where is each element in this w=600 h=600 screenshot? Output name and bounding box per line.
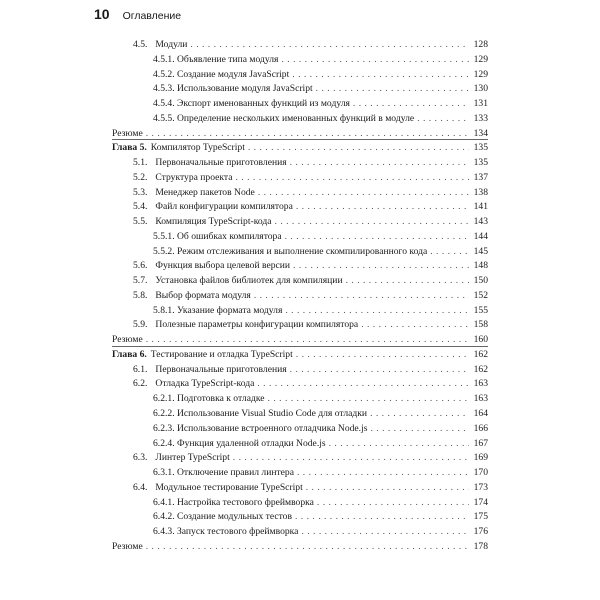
entry-number: 5.8. — [133, 289, 148, 301]
entry-title: 5.5.2. Режим отслеживания и выполнение скомпилированного кода — [153, 245, 428, 257]
dot-leader — [361, 317, 469, 332]
toc-entry[interactable] — [133, 450, 488, 465]
entry-page-number: 137 — [473, 171, 488, 183]
entry-title: 6.2.4. Функция удаленной отладки Node.js — [153, 437, 326, 449]
entry-page-number: 167 — [473, 437, 488, 449]
entry-number: 5.1. — [133, 157, 148, 169]
dot-leader — [316, 81, 469, 96]
entry-title: Резюме — [112, 127, 143, 139]
entry-page-number: 138 — [473, 186, 488, 198]
entry-title: 6.2.1. Подготовка к отладке — [153, 393, 265, 405]
toc-entry[interactable] — [133, 155, 488, 170]
entry-title: Резюме — [112, 334, 143, 346]
dot-leader — [146, 539, 469, 554]
entry-page-number: 163 — [473, 378, 488, 390]
dot-leader — [301, 524, 469, 539]
entry-title: 6.4.2. Создание модульных тестов — [153, 511, 292, 523]
entry-title: Тестирование и отладка TypeScript — [150, 348, 293, 360]
toc-entry[interactable] — [133, 273, 488, 288]
toc-entry[interactable] — [153, 436, 488, 451]
entry-title: 4.5.2. Создание модуля JavaScript — [153, 68, 290, 80]
toc-entry[interactable] — [133, 37, 488, 52]
entry-number: 5.5. — [133, 216, 148, 228]
toc-entry[interactable] — [133, 185, 488, 200]
entry-page-number: 131 — [473, 98, 488, 110]
entry-title: Установка файлов библиотек для компиляции — [155, 275, 343, 287]
dot-leader — [257, 376, 469, 391]
entry-title: 6.4.3. Запуск тестового фреймворка — [153, 526, 299, 538]
toc-entry[interactable] — [133, 214, 488, 229]
entry-page-number: 145 — [473, 245, 488, 257]
entry-page-number: 128 — [473, 39, 488, 50]
dot-leader — [295, 509, 469, 524]
entry-page-number: 133 — [473, 112, 488, 124]
entry-page-number: 166 — [473, 422, 488, 434]
entry-title: Структура проекта — [155, 171, 233, 183]
entry-page-number: 135 — [473, 157, 488, 169]
toc-entry[interactable] — [133, 362, 488, 377]
toc-entry[interactable] — [133, 480, 488, 495]
table-of-contents — [0, 37, 600, 600]
entry-number: 6.3. — [133, 452, 148, 464]
dot-leader — [275, 214, 469, 229]
entry-number: 6.2. — [133, 378, 148, 390]
dot-leader — [285, 229, 469, 244]
toc-entry[interactable] — [133, 170, 488, 185]
entry-page-number: 173 — [473, 481, 488, 493]
entry-number: 5.7. — [133, 275, 148, 287]
entry-title: Компилятор TypeScript — [150, 142, 245, 154]
toc-entry[interactable] — [153, 524, 488, 539]
dot-leader — [370, 421, 469, 436]
entry-title: 6.2.3. Использование встроенного отладчика Node.js — [153, 422, 368, 434]
entry-title: Менеджер пакетов Node — [155, 186, 255, 198]
dot-leader — [281, 52, 469, 67]
dot-leader — [292, 67, 469, 82]
page-header — [94, 6, 181, 22]
entry-page-number: 150 — [473, 275, 488, 287]
entry-number: 6.1. — [133, 363, 148, 375]
entry-number: 6.4. — [133, 481, 148, 493]
toc-entry[interactable] — [112, 332, 488, 347]
entry-title: Резюме — [112, 540, 143, 552]
toc-entry[interactable] — [153, 465, 488, 480]
toc-entry[interactable] — [153, 421, 488, 436]
entry-title: Первоначальные приготовления — [155, 363, 287, 375]
entry-page-number: 134 — [473, 127, 488, 139]
dot-leader — [417, 111, 469, 126]
entry-title: 5.8.1. Указание формата модуля — [153, 304, 283, 316]
toc-entry[interactable] — [153, 52, 488, 67]
entry-title: Линтер TypeScript — [155, 452, 230, 464]
dot-leader — [146, 126, 469, 141]
toc-entry[interactable] — [153, 96, 488, 111]
entry-title: 6.4.1. Настройка тестового фреймворка — [153, 496, 314, 508]
toc-entry[interactable] — [153, 229, 488, 244]
toc-entry[interactable] — [153, 495, 488, 510]
entry-title: 4.5.1. Объявление типа модуля — [153, 53, 279, 65]
dot-leader — [346, 273, 469, 288]
entry-title: 4.5.3. Использование модуля JavaScript — [153, 83, 313, 95]
entry-page-number: 176 — [473, 526, 488, 538]
entry-page-number: 129 — [473, 68, 488, 80]
dot-leader — [233, 450, 469, 465]
entry-page-number: 162 — [473, 348, 488, 360]
entry-page-number: 162 — [473, 363, 488, 375]
entry-page-number: 164 — [473, 408, 488, 419]
entry-page-number: 155 — [473, 304, 488, 316]
entry-title: Полезные параметры конфигурации компилятора — [155, 319, 359, 331]
dot-leader — [296, 347, 469, 362]
toc-chapter-entry[interactable] — [112, 140, 488, 155]
entry-title: Функция выбора целевой версии — [155, 260, 291, 272]
entry-number: 5.9. — [133, 319, 148, 331]
entry-number: 5.3. — [133, 186, 148, 198]
toc-entry[interactable] — [153, 509, 488, 524]
entry-title: 6.3.1. Отключение правил линтера — [153, 467, 294, 479]
toc-entry[interactable] — [112, 126, 488, 141]
toc-entry[interactable] — [153, 303, 488, 318]
entry-page-number: 178 — [473, 540, 488, 552]
toc-entry[interactable] — [133, 317, 488, 332]
entry-number: Глава 6. — [112, 348, 147, 360]
dot-leader — [290, 362, 469, 377]
entry-title: 4.5.4. Экспорт именованных функций из модуля — [153, 98, 350, 110]
dot-leader — [293, 258, 469, 273]
entry-number: 5.6. — [133, 260, 148, 272]
running-title: Оглавление — [122, 10, 182, 22]
entry-title: Компиляция TypeScript-кода — [155, 216, 272, 228]
entry-title: Модульное тестирование TypeScript — [155, 481, 303, 493]
dot-leader — [430, 244, 469, 259]
toc-chapter-entry[interactable] — [112, 347, 488, 362]
toc-entry[interactable] — [153, 81, 488, 96]
entry-page-number: 170 — [473, 467, 488, 479]
entry-title: 4.5.5. Определение нескольких именованных функций в модуле — [153, 112, 415, 124]
entry-page-number: 163 — [473, 393, 488, 405]
entry-page-number: 175 — [473, 511, 488, 523]
page-number: 10 — [94, 6, 110, 22]
dot-leader — [317, 495, 469, 510]
entry-page-number: 158 — [473, 319, 488, 331]
toc-entry[interactable] — [153, 67, 488, 82]
dot-leader — [370, 406, 469, 421]
dot-leader — [285, 303, 469, 318]
entry-page-number: 169 — [473, 452, 488, 464]
entry-number: 5.4. — [133, 201, 148, 213]
toc-entry[interactable] — [112, 539, 488, 554]
dot-leader — [353, 96, 469, 111]
entry-number: 5.2. — [133, 171, 148, 183]
entry-title: 5.5.1. Об ошибках компилятора — [153, 230, 282, 242]
dot-leader — [297, 465, 469, 480]
entry-page-number: 135 — [473, 142, 488, 154]
entry-page-number: 141 — [473, 201, 488, 213]
entry-number: Глава 5. — [112, 142, 147, 154]
entry-page-number: 129 — [473, 53, 488, 65]
dot-leader — [268, 391, 469, 406]
dot-leader — [146, 332, 469, 347]
toc-entry[interactable] — [133, 376, 488, 391]
toc-entry[interactable] — [133, 258, 488, 273]
toc-entry[interactable] — [133, 199, 488, 214]
dot-leader — [258, 185, 469, 200]
toc-entry[interactable] — [153, 244, 488, 259]
entry-page-number: 143 — [473, 216, 488, 228]
dot-leader — [248, 140, 469, 155]
entry-page-number: 144 — [473, 230, 488, 242]
dot-leader — [306, 480, 469, 495]
entry-title: Модули — [155, 39, 188, 50]
entry-page-number: 152 — [473, 289, 488, 301]
toc-entry[interactable] — [153, 111, 488, 126]
dot-leader — [296, 199, 469, 214]
entry-title: 6.2.2. Использование Visual Studio Code для отладки — [153, 408, 368, 419]
toc-entry[interactable] — [153, 406, 488, 421]
toc-entry[interactable] — [133, 288, 488, 303]
entry-page-number: 160 — [473, 334, 488, 346]
entry-page-number: 148 — [473, 260, 488, 272]
entry-page-number: 174 — [473, 496, 488, 508]
entry-page-number: 130 — [473, 83, 488, 95]
dot-leader — [290, 155, 469, 170]
dot-leader — [236, 170, 470, 185]
dot-leader — [329, 436, 469, 451]
entry-title: Файл конфигурации компилятора — [155, 201, 293, 213]
toc-entry[interactable] — [153, 391, 488, 406]
entry-title: Отладка TypeScript-кода — [155, 378, 255, 390]
entry-title: Выбор формата модуля — [155, 289, 251, 301]
entry-title: Первоначальные приготовления — [155, 157, 287, 169]
entry-number: 4.5. — [133, 39, 148, 50]
dot-leader — [254, 288, 469, 303]
dot-leader — [190, 37, 469, 52]
